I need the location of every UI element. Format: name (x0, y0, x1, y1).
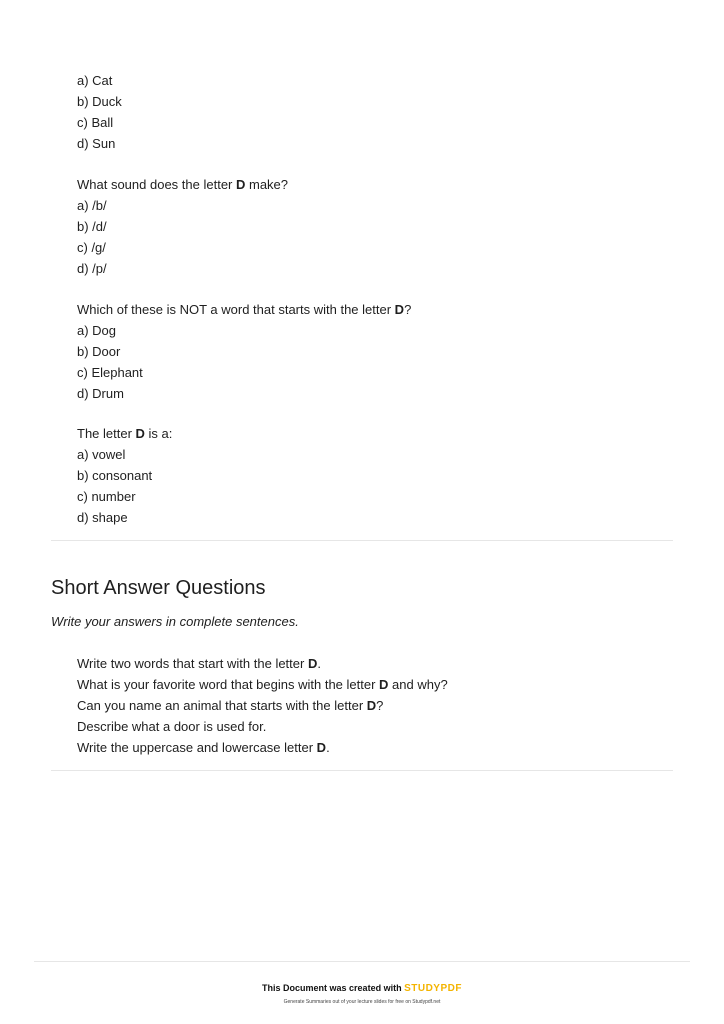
short-answer-item (77, 716, 677, 737)
answer-option: b) consonant (77, 468, 153, 483)
answer-option: b) /d/ (77, 219, 107, 234)
item-text: Write two words that start with the letter (77, 656, 308, 671)
answer-option: d) /p/ (77, 261, 107, 276)
question-text-part: ? (404, 302, 412, 317)
question-letter: D (135, 426, 145, 441)
item-letter: D (379, 677, 389, 692)
item-letter: D (366, 698, 377, 713)
question-text-part: Which of these is NOT a word that starts with the letter (77, 302, 395, 317)
footer-credit (0, 981, 724, 996)
item-text: Write the uppercase and lowercase letter (77, 740, 317, 755)
studypdf-logo[interactable]: STUDYPDF (404, 983, 462, 994)
question-letter: D (394, 302, 405, 317)
answer-option: c) Elephant (77, 365, 143, 380)
item-text: . (317, 656, 321, 671)
footer-credit-text: This Document was created with (262, 983, 405, 993)
question-text-part: is a: (144, 426, 173, 441)
answer-option: a) Dog (77, 323, 117, 338)
question-text (77, 299, 677, 320)
item-text: . (326, 740, 330, 755)
answer-option: c) number (77, 489, 136, 504)
answer-option: d) Sun (77, 136, 116, 151)
footer-divider (34, 961, 690, 962)
short-answer-item (77, 737, 677, 758)
answer-option: b) Door (77, 344, 121, 359)
section-instructions: Write your answers in complete sentences. (51, 614, 299, 629)
answer-option: a) vowel (77, 447, 126, 462)
answer-option: a) /b/ (77, 198, 107, 213)
question-text (77, 174, 677, 195)
section-divider (51, 540, 673, 541)
previous-question-options (77, 70, 677, 154)
answer-option: d) Drum (77, 386, 124, 401)
answer-option: d) shape (77, 510, 128, 525)
question-block (77, 299, 677, 404)
question-text-part: The letter (77, 426, 136, 441)
question-text-part: What sound does the letter (77, 177, 236, 192)
answer-option: c) Ball (77, 115, 114, 130)
question-text-part: make? (245, 177, 289, 192)
item-letter: D (316, 740, 327, 755)
short-answer-item (77, 695, 677, 716)
question-letter: D (235, 177, 246, 192)
short-answer-item (77, 674, 677, 695)
item-text: Describe what a door is used for. (77, 719, 267, 734)
question-block (77, 423, 677, 528)
item-letter: D (307, 656, 318, 671)
item-text: ? (376, 698, 384, 713)
section-title: Short Answer Questions (51, 577, 266, 599)
short-answer-list (77, 653, 677, 758)
question-text (77, 423, 677, 444)
answer-option: c) /g/ (77, 240, 106, 255)
item-text: Can you name an animal that starts with the letter (77, 698, 367, 713)
answer-option: b) Duck (77, 94, 122, 109)
footer-tagline[interactable]: Generate Summaries out of your lecture slides for free on Studypdf.net (283, 999, 441, 1005)
item-text: and why? (388, 677, 448, 692)
section-divider (51, 770, 673, 771)
item-text: What is your favorite word that begins with the letter (77, 677, 380, 692)
answer-option: a) Cat (77, 73, 113, 88)
short-answer-item (77, 653, 677, 674)
question-block (77, 174, 677, 279)
